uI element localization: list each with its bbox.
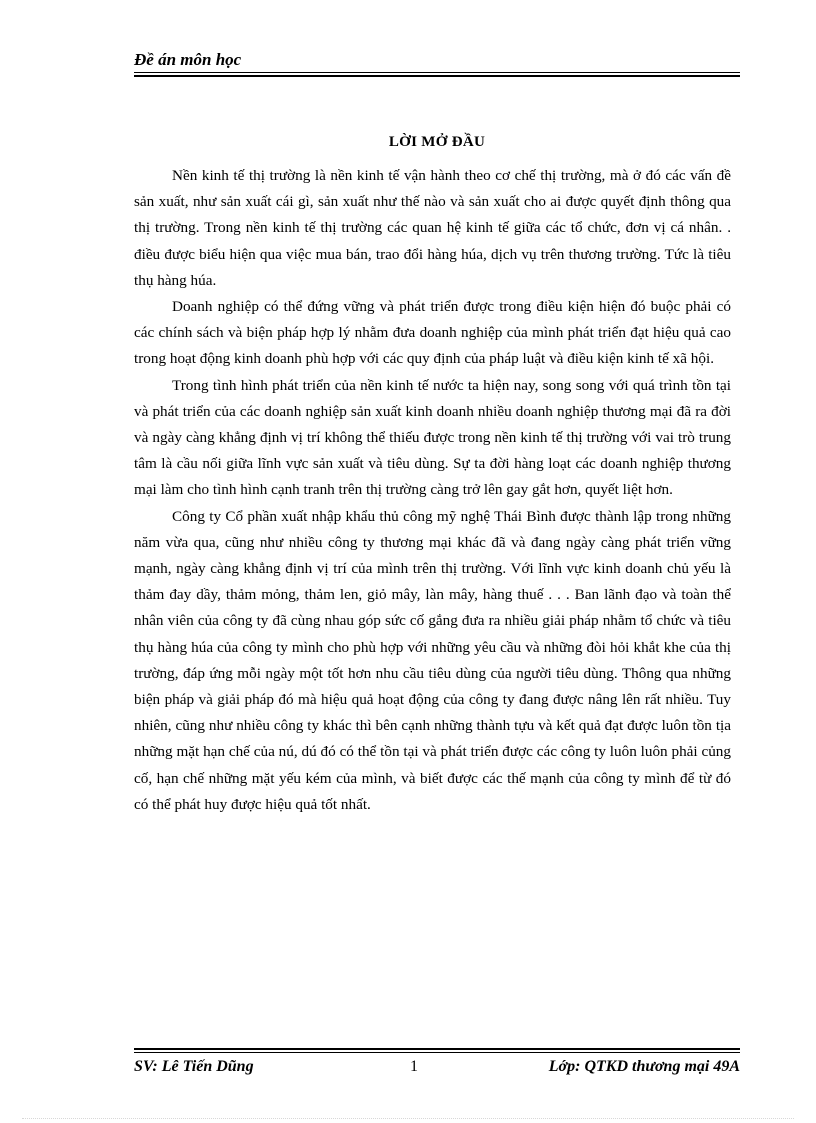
footer-class-name: Lớp: QTKD thương mại 49A (548, 1058, 740, 1075)
paragraph-3: Trong tình hình phát triển của nền kinh tế nước ta hiện nay, song song với quá trình tồn tại và phát triển của các doanh nghiệp sản xuất kinh doanh nhiều doanh nghiệp thương mại đã ra đời và ngày càng khẳng định vị trí không thể thiếu được trong nền kinh tế thị trường với vai trò trung tâm là cầu nối giữa lĩnh vực sản xuất và tiêu dùng. Sự ta đời hàng loạt các doanh nghiệp thương mại làm cho tình hình cạnh tranh trên thị trường càng trở lên gay gắt hơn, quyết liệt hơn. (134, 376, 731, 499)
page-header (134, 50, 740, 77)
footer-rule-thick (134, 1048, 740, 1050)
footer-page-number: 1 (410, 1058, 418, 1075)
footer-rule-thin (134, 1052, 740, 1053)
paragraph-2: Doanh nghiệp có thể đứng vững và phát triển được trong điều kiện hiện đó buộc phải có các chính sách và biện pháp hợp lý nhằm đưa doanh nghiệp của mình phát triển đạt hiệu quả cao trong hoạt động kinh doanh phù hợp với các quy định của pháp luật và điều kiện kinh tế xã hội. (134, 298, 731, 368)
header-rule-thick (134, 75, 740, 77)
header-rule-thin (134, 72, 740, 73)
paragraph-4: Công ty Cổ phần xuất nhập khẩu thủ công mỹ nghệ Thái Bình được thành lập trong những năm vừa qua, cũng như nhiều công ty thương mại khác đã và đang ngày càng phát triển vững mạnh, ngày càng khẳng định vị trí của mình trên thị trường. Với lĩnh vực kinh doanh chủ yếu là thảm đay dầy, thảm mỏng, thảm len, giỏ mây, làn mây, hàng thuế . . . Ban lãnh đạo và toàn thể nhân viên của công ty đã cùng nhau góp sức cố gắng đưa ra nhiều giải pháp nhằm tổ chức và tiêu thụ hàng húa của công ty mình cho phù hợp với những yêu cầu và những đòi hỏi khắt khe của thị trường, đáp ứng mỗi ngày một tốt hơn nhu cầu tiêu dùng của người tiêu dùng. Thông qua những biện pháp và giải pháp đó mà hiệu quả hoạt động của công ty đang được nâng lên rất nhiều. Tuy nhiên, cũng như nhiều công ty khác thì bên cạnh những thành tựu và kết quả đạt được luôn tồn tịa những mặt hạn chế của nú, dú đó có thể tồn tại và phát triển được các công ty luôn luôn phải củng cố, hạn chế những mặt yếu kém của mình, và biết được các thế mạnh của công ty mình để từ đó có thể phát huy được hiệu quả tốt nhất. (134, 507, 731, 813)
document-title: LỜI MỞ ĐẦU (388, 134, 486, 150)
footer-student-name: SV: Lê Tiến Dũng (134, 1058, 254, 1075)
paragraph-1: Nền kinh tế thị trường là nền kinh tế vận hành theo cơ chế thị trường, mà ở đó các vấn đề sản xuất, như sản xuất cái gì, sản xuất như thế nào và sản xuất cho ai được quyết định thông qua thị trường. Trong nền kinh tế thị trường các quan hệ kinh tế giữa các tổ chức, đơn vị cá nhân. . điều được biểu hiện qua việc mua bán, trao đổi hàng húa, dịch vụ trên thương trường. Tức là tiêu thụ hàng húa. (134, 167, 731, 289)
footer-row (134, 1056, 740, 1078)
page-footer (134, 1048, 740, 1078)
document-body (134, 163, 731, 818)
header-title: Đề án môn học (134, 50, 242, 69)
page-bottom-edge (22, 1118, 794, 1119)
